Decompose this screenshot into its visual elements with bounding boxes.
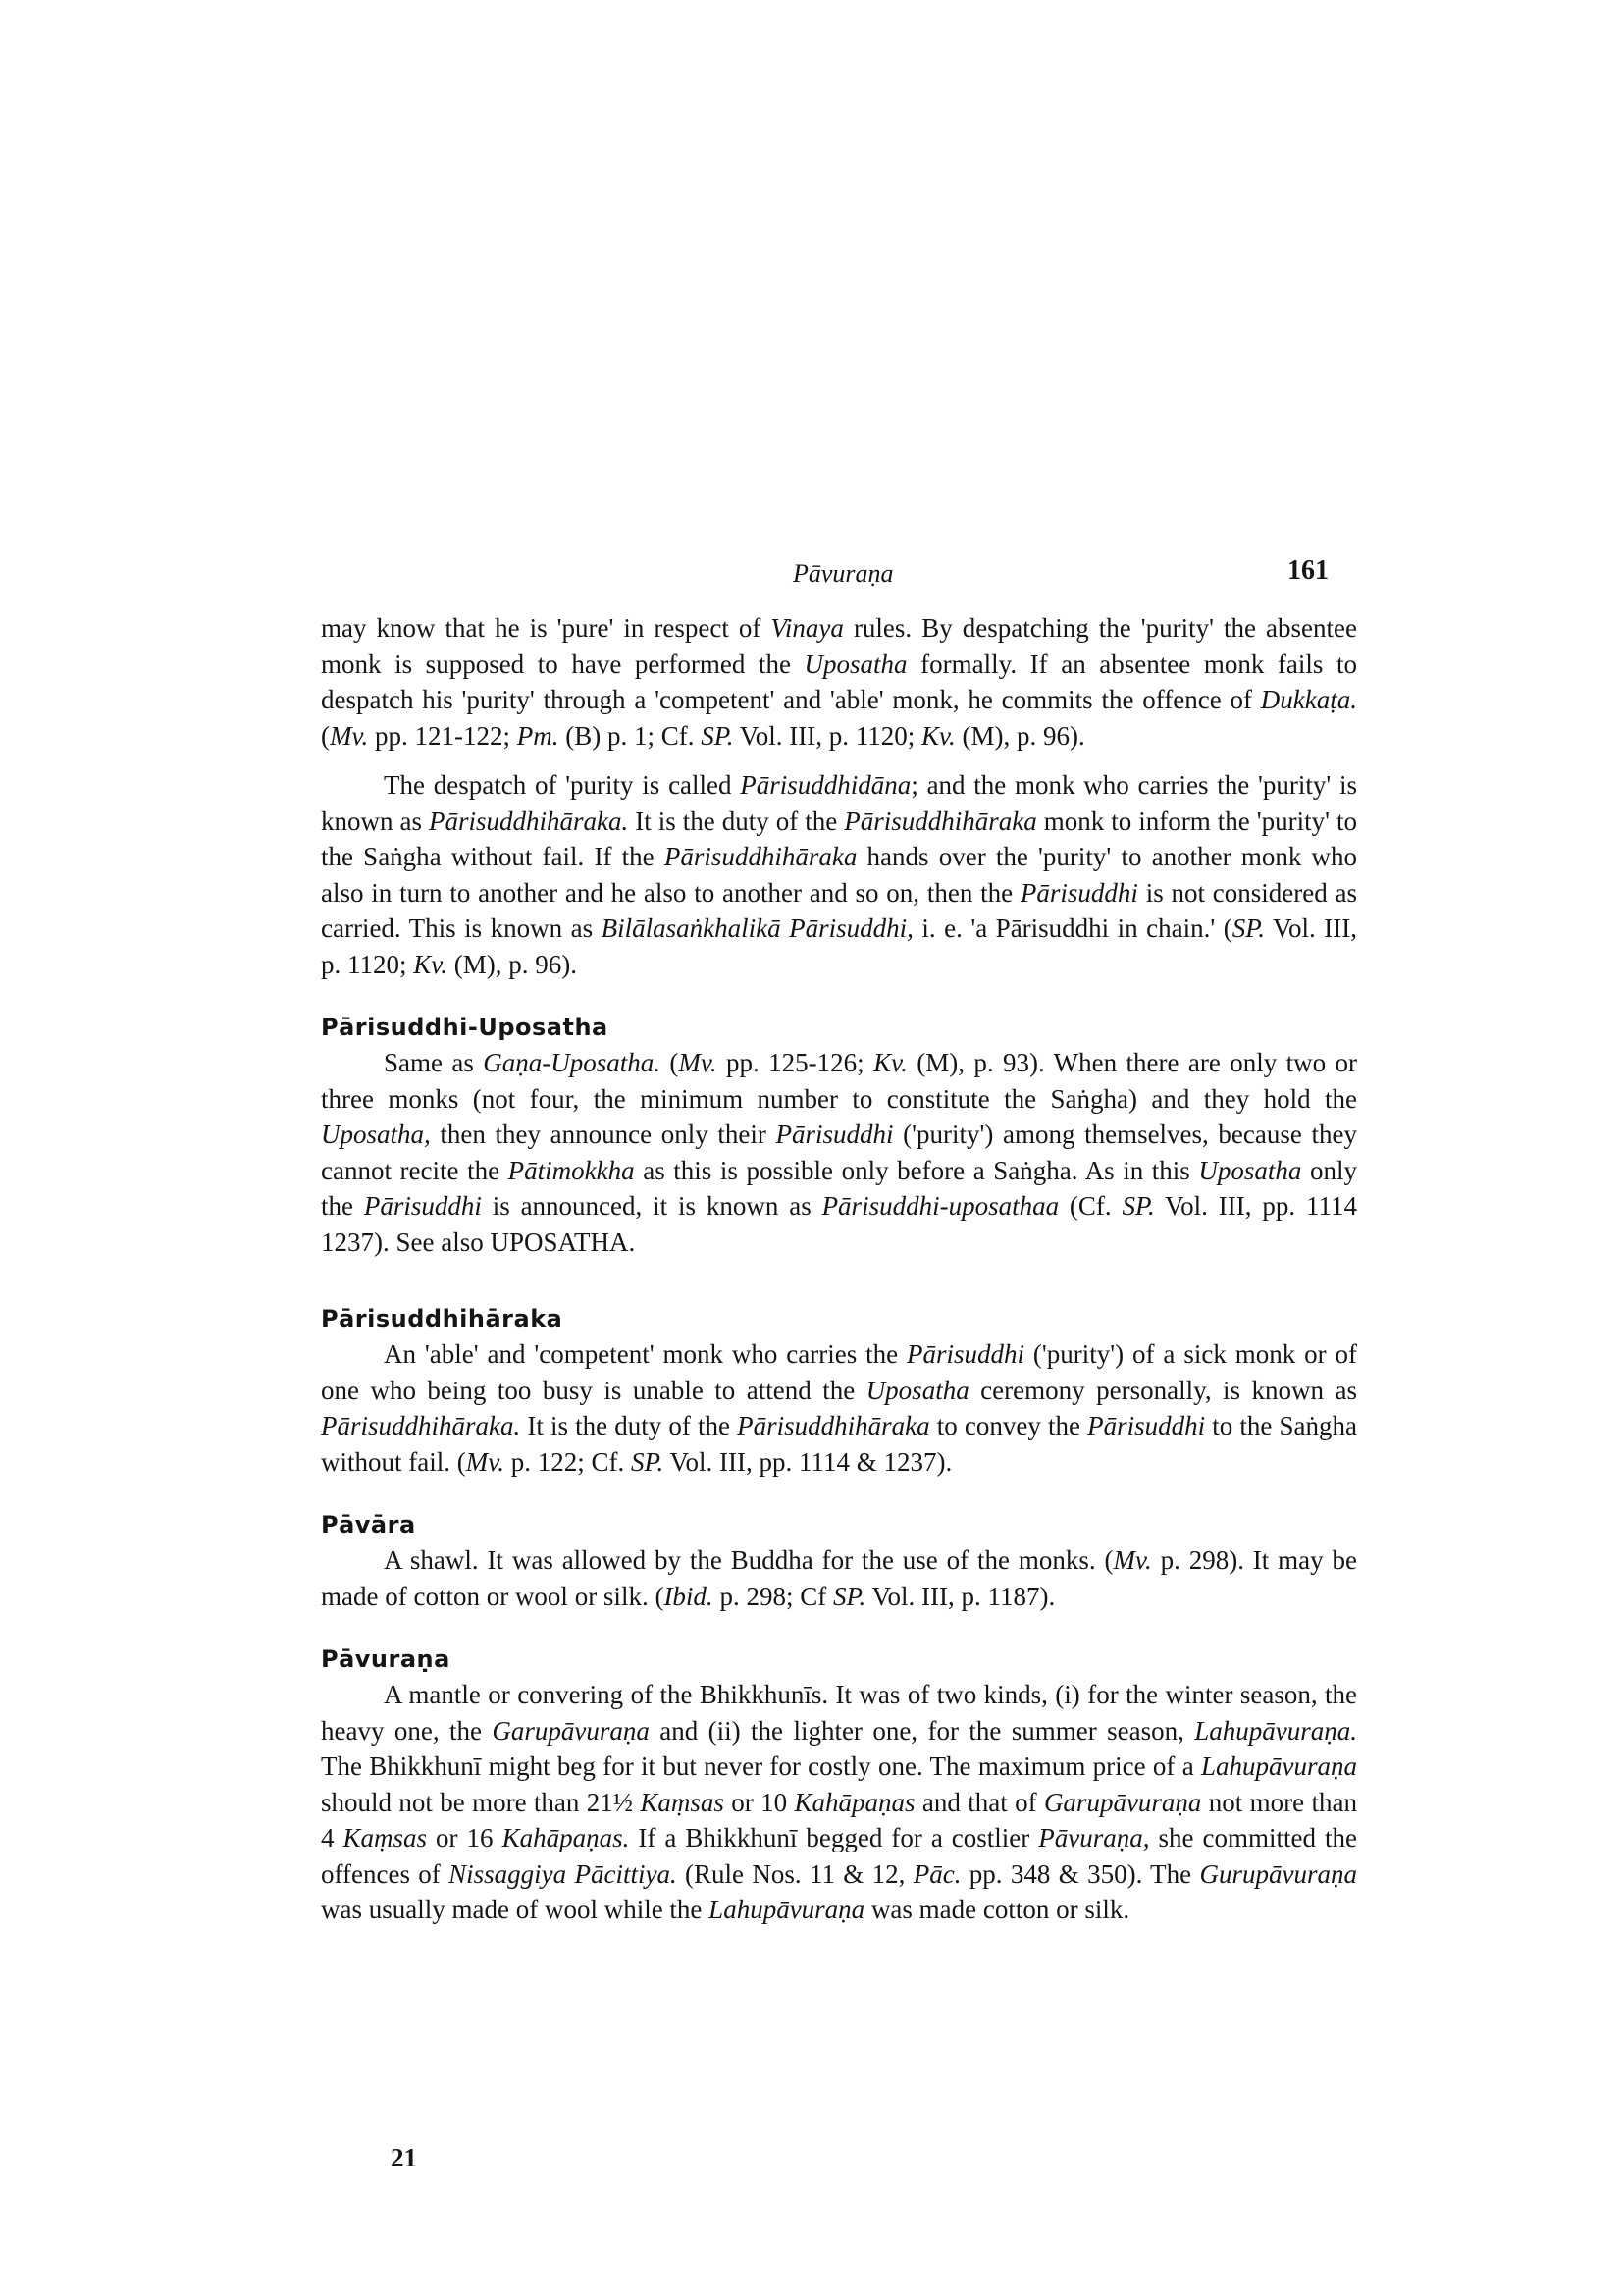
intro-paragraph-2: The despatch of 'purity is called Pārisuddhidāna; and the monk who carries the 'purity' is known as Pārisuddhihāraka. It is the duty of the Pārisuddhihāraka monk to inform the 'purity' to the Saṅgha without fail. If the Pārisuddhihāraka hands over the 'purity' to another monk who also in turn to another and he also to another and so on, then the Pārisuddhi is not considered as carried. This is known as Bilālasaṅkhalikā Pārisuddhi, i. e. 'a Pārisuddhi in chain.' (SP. Vol. III, p. 1120; Kv. (M), p. 96).: [321, 770, 1358, 979]
entry-text-parisuddhi-uposatha: Same as Gaṇa-Uposatha. (Mv. pp. 125-126; Kv. (M), p. 93). When there are only two or three monks (not four, the minimum number to constitute the Saṅgha) and they hold the Uposatha, then they announce only their Pārisuddhi ('purity') among themselves, because they cannot recite the Pātimokkha as this is possible only before a Saṅgha. As in this Uposatha only the Pārisuddhi is announced, it is known as Pārisuddhi-uposathaa (Cf. SP. Vol. III, pp. 1114 1237). See also UPOSATHA.: [321, 1048, 1357, 1257]
entry-text-pavurana: A mantle or convering of the Bhikkhunīs. It was of two kinds, (i) for the winter season, the heavy one, the Garupāvuraṇa and (ii) the lighter one, for the summer season, Lahupāvuraṇa. The Bhikkhunī might beg for it but never for costly one. The maximum price of a Lahupāvuraṇa should not be more than 21½ Kaṃsas or 10 Kahāpaṇas and that of Garupāvuraṇa not more than 4 Kaṃsas or 16 Kahāpaṇas. If a Bhikkhunī begged for a costlier Pāvuraṇa, she committed the offences of Nissaggiya Pācittiya. (Rule Nos. 11 & 12, Pāc. pp. 348 & 350). The Gurupāvuraṇa was usually made of wool while the Lahupāvuraṇa was made cotton or silk.: [321, 1680, 1358, 1924]
intro-paragraph-1: may know that he is 'pure' in respect of Vinaya rules. By despatching the 'purity' the absentee monk is supposed to have performed the Uposatha formally. If an absentee monk fails to despatch his 'purity' through a 'competent' and 'able' monk, he commits the offence of Dukkaṭa. (Mv. pp. 121-122; Pm. (B) p. 1; Cf. SP. Vol. III, p. 1120; Kv. (M), p. 96).: [321, 613, 1357, 751]
signature-mark: 21: [391, 2143, 417, 2172]
entry-heading-parisuddhi-uposatha: Pārisuddhi-Uposatha: [321, 1014, 608, 1041]
entry-text-parisuddhiharaka: An 'able' and 'competent' monk who carries the Pārisuddhi ('purity') of a sick monk or of one who being too busy is unable to attend the Uposatha ceremony personally, is known as Pārisuddhihāraka. It is the duty of the Pārisuddhihāraka to convey the Pārisuddhi to the Saṅgha without fail. (Mv. p. 122; Cf. SP. Vol. III, pp. 1114 & 1237).: [321, 1339, 1357, 1477]
entry-heading-pavurana: Pāvuraṇa: [321, 1645, 450, 1673]
entry-heading-parisuddhiharaka: Pārisuddhihāraka: [321, 1305, 563, 1332]
entry-text-pavara: A shawl. It was allowed by the Buddha for the use of the monks. (Mv. p. 298). It may be made of cotton or wool or silk. (Ibid. p. 298; Cf SP. Vol. III, p. 1187).: [321, 1545, 1357, 1611]
page-number: 161: [1287, 555, 1329, 586]
entry-heading-pavara: Pāvāra: [321, 1511, 416, 1539]
page-body: [321, 610, 1357, 1928]
running-head: Pāvuraṇa: [793, 559, 894, 588]
